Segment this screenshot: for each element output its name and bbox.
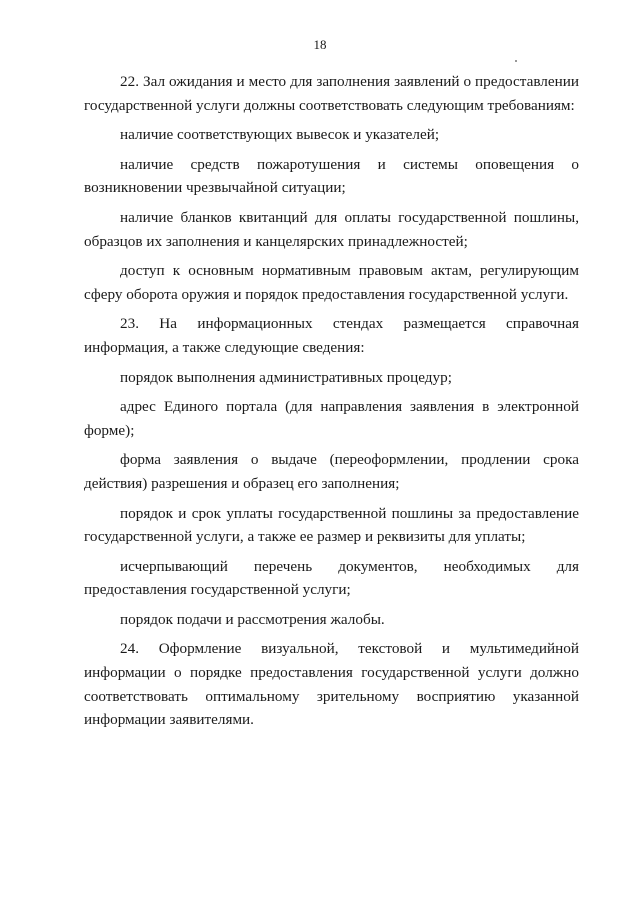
paragraph-portal-address: адрес Единого портала (для направления заявления в электронной форме); [84,398,579,439]
paragraph-legal-access: доступ к основным нормативным правовым актам, регулирующим сферу оборота оружия и порядок предоставления государственной услуги. [84,262,579,303]
paragraph-application-form: форма заявления о выдаче (переоформлении, продлении срока действия) разрешения и образец его заполнения; [84,451,579,492]
page-number: 18 [313,37,327,52]
document-body [84,64,579,732]
paragraph-complaints: порядок подачи и рассмотрения жалобы. [120,610,385,628]
paragraph-procedures: порядок выполнения административных процедур; [120,368,452,386]
paragraph-24: 24. Оформление визуальной, текстовой и мультимедийной информации о порядке предоставления государственной услуги должно соответствовать оптимальному зрительному восприятию указанной информации заявителями. [84,640,579,729]
scan-speck [515,60,517,62]
paragraph-forms: наличие бланков квитанций для оплаты государственной пошлины, образцов их заполнения и канцелярских принадлежностей; [84,208,579,250]
paragraph-23: 23. На информационных стендах размещается справочная информация, а также следующие сведения: [84,315,579,356]
paragraph-22: 22. Зал ожидания и место для заполнения заявлений о предоставлении государственной услуги должны соответствовать следующим требованиям: [84,73,579,114]
paragraph-documents-list: исчерпывающий перечень документов, необходимых для предоставления государственной услуги; [84,557,579,599]
paragraph-fire-safety: наличие средств пожаротушения и системы оповещения о возникновении чрезвычайной ситуации; [84,155,579,197]
paragraph-signage: наличие соответствующих вывесок и указателей; [120,126,440,144]
paragraph-fee: порядок и срок уплаты государственной пошлины за предоставление государственной услуги, а также ее размер и реквизиты для уплаты; [84,504,579,546]
